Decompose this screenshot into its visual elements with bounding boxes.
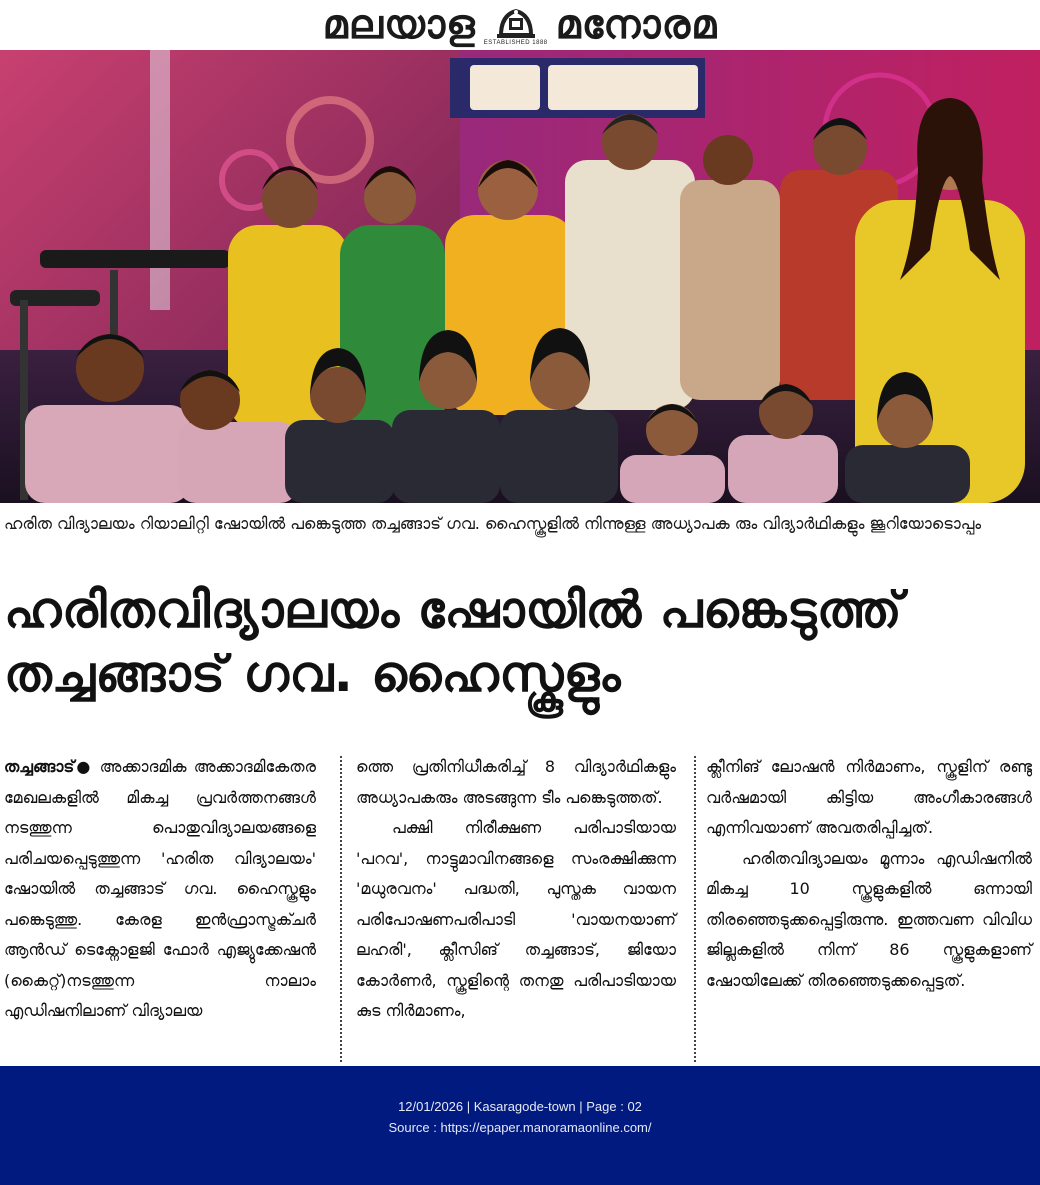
photo-caption: ഹരിത വിദ്യാലയം റിയാലിറ്റി ഷോയിൽ പങ്കെടുത്ത തച്ചങ്ങാട് ഗവ. ഹൈസ്കൂളിൽ നിന്നുള്ള അധ്യാപക രും വിദ്യാർഥികളും ജൂറിയോടൊപ്പം bbox=[4, 514, 982, 533]
article-column-1 bbox=[4, 752, 316, 1027]
footer-meta: 12/01/2026 | Kasaragode-town | Page : 02 bbox=[398, 1098, 642, 1114]
established-text: ESTABLISHED 1888 bbox=[483, 39, 548, 46]
masthead-left-word: മലയാള bbox=[322, 2, 476, 48]
article-column-2 bbox=[356, 752, 676, 1027]
headline-line-1: ഹരിതവിദ്യാലയം ഷോയിൽ പങ്കെടുത്ത് bbox=[4, 581, 903, 639]
article-column-1-text: അക്കാദമിക അക്കാദമികേതര മേഖലകളിൽ മികച്ച പ്രവർത്തനങ്ങൾ നടത്തുന്ന പൊതുവിദ്യാലയങ്ങളെ പരിചയപ്പെടുത്തുന്ന 'ഹരിത വിദ്യാലയം' ഷോയിൽ തച്ചങ്ങാട് ഗവ. ഹൈസ്കൂളും പങ്കെടുത്തു. കേരള ഇൻഫ്രാസ്ട്രക്ചർ ആൻഡ് ടെക്നോളജി ഫോർ എജ്യുക്കേഷൻ (കൈറ്റ്)നടത്തുന്ന നാലാം എഡിഷനിലാണ് വിദ്യാലയ bbox=[4, 757, 317, 1020]
dateline: തച്ചങ്ങാട്● bbox=[4, 757, 93, 776]
article-column-3-para-2: ഹരിതവിദ്യാലയം മൂന്നാം എഡിഷനിൽ മികച്ച 10 സ്കൂളുകളിൽ ഒന്നായി തിരഞ്ഞെടുക്കപ്പെട്ടിരുന്നു. ഇത്തവണ വിവിധ ജില്ലകളിൽ നിന്ന് 86 സ്കൂളുകളാണ് ഷോയിലേക്ക് തിരഞ്ഞെടുക്കപ്പെട്ടത്. bbox=[706, 848, 1032, 990]
footer-source: Source : https://epaper.manoramaonline.com/ bbox=[388, 1119, 652, 1135]
article-column-2-para-2: പക്ഷി നിരീക്ഷണ പരിപാടിയായ 'പറവ', നാട്ടുമാവിനങ്ങളെ സംരക്ഷിക്കുന്ന 'മധുരവനം' പദ്ധതി, പുസ്തക വായന പരിപോഷണപരിപാടി 'വായനയാണ് ലഹരി', ക്ലീസിങ് തച്ചങ്ങാട്, ജിയോ കോർണർ, സ്കൂളിന്റെ തനതു പരിപാടിയായ കുട നിർമാണം, bbox=[356, 818, 676, 1020]
article-body bbox=[0, 752, 1040, 1062]
group-photo bbox=[0, 50, 1040, 503]
column-separator bbox=[694, 756, 696, 1062]
masthead bbox=[0, 0, 1040, 50]
column-separator bbox=[340, 756, 342, 1062]
article-column-2-para-1: ത്തെ പ്രതിനിധീകരിച്ച് 8 വിദ്യാർഥികളും അധ്യാപകരും അടങ്ങുന്ന ടീം പങ്കെടുത്തത്. bbox=[356, 757, 676, 807]
headline bbox=[4, 578, 1034, 706]
masthead-emblem-icon bbox=[483, 1, 548, 49]
page-footer bbox=[0, 1066, 1040, 1185]
masthead-right-word: മനോരമ bbox=[555, 2, 718, 48]
headline-line-2: തച്ചങ്ങാട് ഗവ. ഹൈസ്കൂളും bbox=[4, 645, 621, 703]
article-column-3-para-1: ക്ലീനിങ് ലോഷൻ നിർമാണം, സ്കൂളിന് രണ്ടു വർഷമായി കിട്ടിയ അംഗീകാരങ്ങൾ എന്നിവയാണ് അവതരിപ്പിച്ചത്. bbox=[706, 757, 1032, 837]
article-column-3 bbox=[706, 752, 1032, 996]
